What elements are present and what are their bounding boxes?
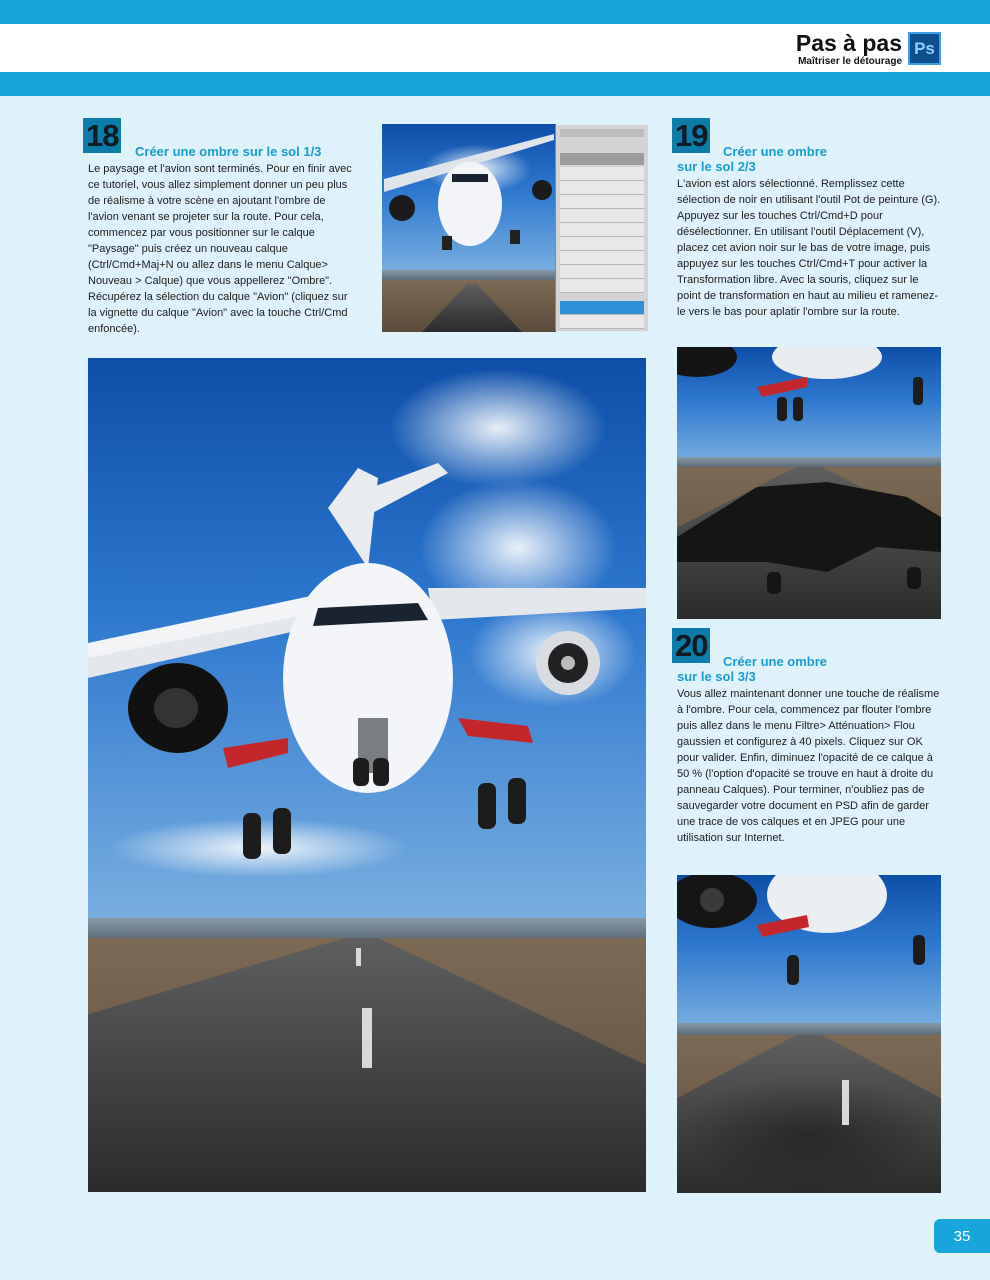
step-20-screenshot (677, 875, 941, 1193)
step-18-screenshot (382, 124, 556, 332)
airplane-graphic (382, 124, 556, 332)
step-18-number: 18 (83, 118, 121, 153)
step-20-number: 20 (672, 628, 710, 663)
shadow-graphic (677, 347, 941, 619)
step-20-title-line2: sur le sol 3/3 (677, 669, 756, 684)
top-color-band (0, 0, 990, 24)
airplane-graphic (88, 358, 646, 1192)
step-19-title-line2: sur le sol 2/3 (677, 159, 756, 174)
airplane-graphic (677, 875, 941, 1193)
photoshop-logo-icon: Ps (908, 32, 941, 65)
step-19-title-line1: Créer une ombre (723, 144, 828, 159)
step-19-screenshot (677, 347, 941, 619)
step-20-title-line1: Créer une ombre (723, 654, 828, 669)
main-airplane-image (88, 358, 646, 1192)
step-20-text: Vous allez maintenant donner une touche de réalisme à l'ombre. Pour cela, commencez par flouter l'ombre puis allez dans le menu Filtre> Atténuation> Flou gaussien et configurez à 40 pixels. Cliquez sur OK pour valider. Enfin, diminuez l'opacité de ce calque à 50 % (l'option d'opacité se trouve en haut à droite du panneau Calques). Pour terminer, n'oubliez pas de sauvegarder votre document en PSD afin de garder une trace de vos calques et en JPEG pour une utilisation sur Internet. (677, 688, 940, 844)
section-title: Pas à pas (795, 30, 902, 56)
layers-panel (555, 125, 648, 331)
page-number: 35 (934, 1219, 990, 1253)
section-subtitle: Maîtriser le détourage (798, 56, 902, 67)
step-19-text: L'avion est alors sélectionné. Remplissez cette sélection de noir en utilisant l'outil Pot de peinture (G). Appuyez sur les touches Ctrl/Cmd+D pour désélectionner. En utilisant l'outil Déplacement (V), placez cet avion noir sur le bas de votre image, puis appuyez sur les touches Ctrl/Cmd+T pour activer la Transformation libre. Avec la souris, cliquez sur le point de transformation en haut au milieu et ramenez-le vers le bas pour aplatir l'ombre sur la route. (677, 178, 941, 318)
step-18-title: Créer une ombre sur le sol 1/3 (135, 144, 322, 159)
step-18-text: Le paysage et l'avion sont terminés. Pour en finir avec ce tutoriel, vous allez simplement donner un peu plus de réalisme à votre scène en ajoutant l'ombre de l'avion venant se projeter sur la route. Pour cela, commencez par vous positionner sur le calque "Paysage" puis créez un nouveau calque (Ctrl/Cmd+Maj+N ou allez dans le menu Calque> Nouveau > Calque) que vous appellerez "Ombre". Récupérez la sélection du calque "Avion" (cliquez sur la vignette du calque "Avion" avec la touche Ctrl/Cmd enfoncée). (88, 163, 352, 335)
step-19-number: 19 (672, 118, 710, 153)
header-color-band (0, 72, 990, 96)
